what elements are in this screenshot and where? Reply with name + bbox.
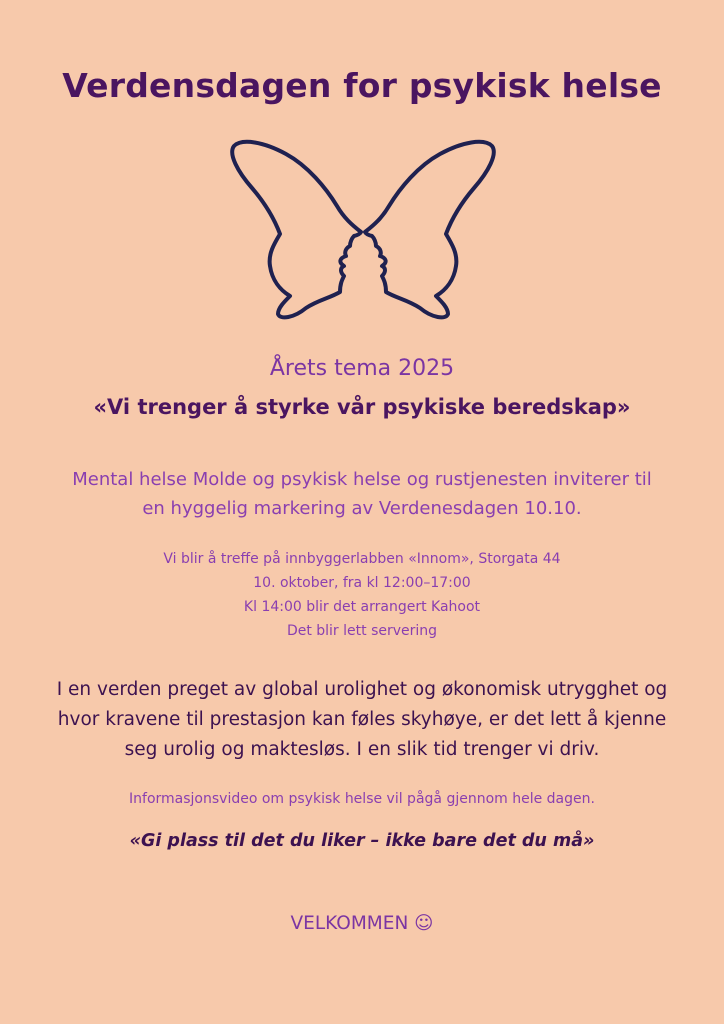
body-line: I en verden preget av global urolighet og økonomisk utrygghet og (56, 679, 668, 700)
invitation-line: Mental helse Molde og psykisk helse og rustjenesten inviterer til (72, 469, 652, 490)
welcome-text: VELKOMMEN ☺ (290, 913, 434, 934)
event-details (0, 547, 724, 643)
page-title: Verdensdagen for psykisk helse (62, 66, 662, 105)
info-video-note: Informasjonsvideo om psykisk helse vil pågå gjennom hele dagen. (129, 791, 595, 807)
theme-slogan: «Vi trenger å styrke vår psykiske beredskap» (93, 395, 631, 419)
body-line: hvor kravene til prestasjon kan føles skyhøye, er det lett å kjenne (57, 709, 667, 730)
invitation-text (0, 465, 724, 523)
butterfly-faces-icon (222, 132, 504, 326)
motto-quote: «Gi plass til det du liker – ikke bare det du må» (129, 831, 595, 851)
event-location: Vi blir å treffe på innbyggerlabben «Innom», Storgata 44 (163, 551, 561, 567)
theme-year: Årets tema 2025 (269, 356, 455, 381)
invitation-line: en hyggelig markering av Verdenesdagen 10.10. (142, 498, 582, 519)
body-paragraph (0, 675, 724, 765)
body-line: seg urolig og maktesløs. I en slik tid trenger vi driv. (124, 739, 600, 760)
event-time: 10. oktober, fra kl 12:00–17:00 (253, 575, 471, 591)
event-refreshments: Det blir lett servering (286, 623, 438, 639)
event-activity: Kl 14:00 blir det arrangert Kahoot (243, 599, 481, 615)
